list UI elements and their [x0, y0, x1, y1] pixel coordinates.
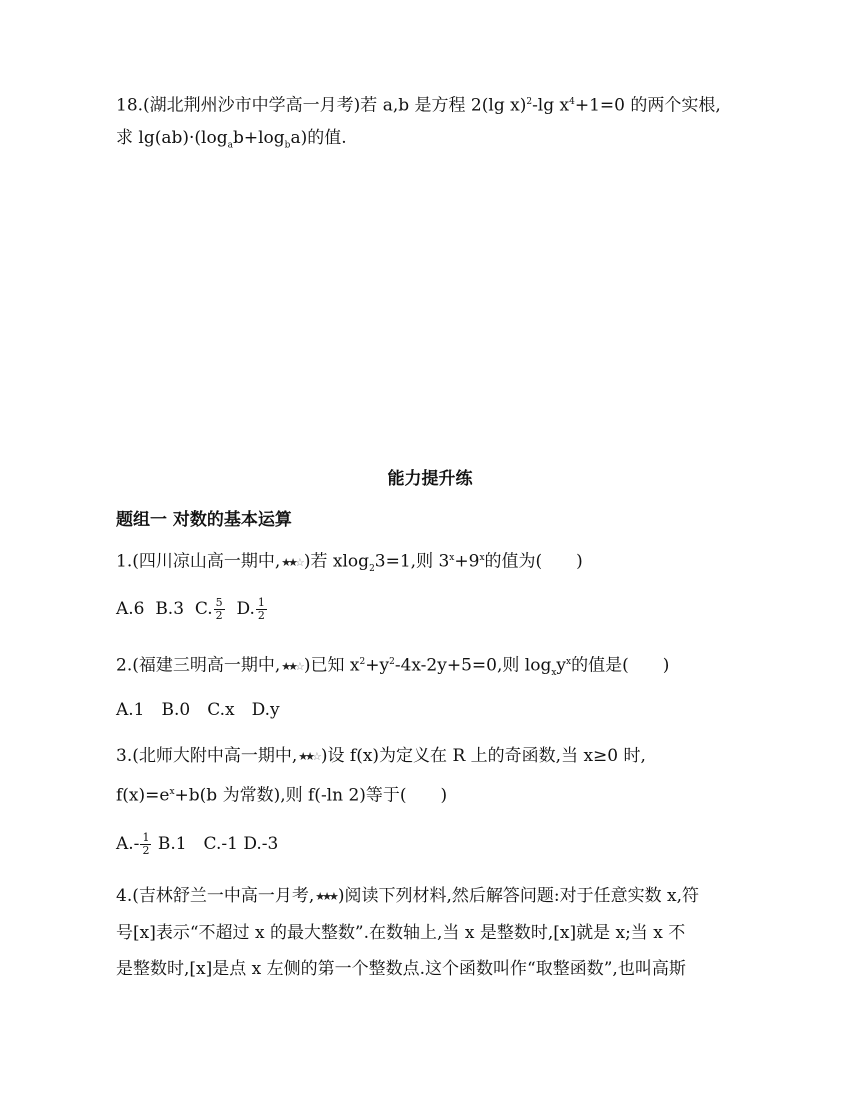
section-title: 能力提升练 — [387, 469, 473, 489]
q1-option-a: A.6 — [116, 599, 145, 619]
q18-line2: 求 $\lg(ab)\cdot(\log_ab+\log_ba)$的值. — [116, 128, 347, 151]
group-title: 题组一 对数的基本运算 — [116, 510, 292, 530]
q4-line1: 4.(吉林舒兰一中高一月考,★★★ )阅读下列材料,然后解答问题:对于任意实数 x,符 — [116, 884, 699, 909]
q1-option-b: B.3 — [155, 599, 185, 619]
two-star-icon: ★★☆ — [298, 750, 319, 763]
q2-options: A.1 B.0 C.x D.y — [116, 700, 280, 720]
fraction: $\frac{1}{2}$ — [142, 831, 150, 857]
fraction: $\frac{1}{2}$ — [257, 596, 265, 622]
two-star-icon: ★★☆ — [281, 659, 302, 673]
three-star-icon: ★★★ — [315, 890, 336, 903]
q3-stem-line2: $f(x)=e^x+b(b$ 为常数),则 f(-ln 2)等于( ) — [116, 785, 448, 806]
q4-line2: 号[x]表示“不超过 x 的最大整数”.在数轴上,当 x 是整数时,[x]就是 x;当 x 不 — [116, 923, 686, 943]
two-star-icon: ★★☆ — [281, 555, 302, 569]
q3-options: A.- $\frac{1}{2}$ B.1 C.-1 D.-3 — [116, 831, 279, 857]
q18-line1: 18.(湖北荆州沙市中学高一月考)若 a,b 是方程 2(lg x)$^2$-lg $x^4+1=0$ 的两个实根, — [116, 95, 721, 116]
q3-stem-line1: 3.(北师大附中高一期中,★★☆ )设 f(x)为定义在 R 上的奇函数,当 x≥0 时, — [116, 744, 646, 769]
q2-stem: 2.(福建三明高一期中,★★☆ )已知 $x^2+y^2-4x-2y+5=0$,则 $\log_xy^x$的值是( ) — [116, 655, 670, 679]
q4-line3: 是整数时,[x]是点 x 左侧的第一个整数点.这个函数叫作“取整函数”,也叫高斯 — [116, 959, 686, 979]
q1-stem: 1.(四川凉山高一期中,★★☆ )若 xlog$_2$3=1,则 $3^x+9^x$的值为( ) — [116, 551, 583, 575]
q1-option-c: C. $\frac{5}{2}$ — [194, 596, 223, 622]
fraction: $\frac{5}{2}$ — [215, 596, 223, 622]
q1-options — [116, 597, 268, 622]
q1-option-d: D. $\frac{1}{2}$ — [236, 596, 265, 622]
